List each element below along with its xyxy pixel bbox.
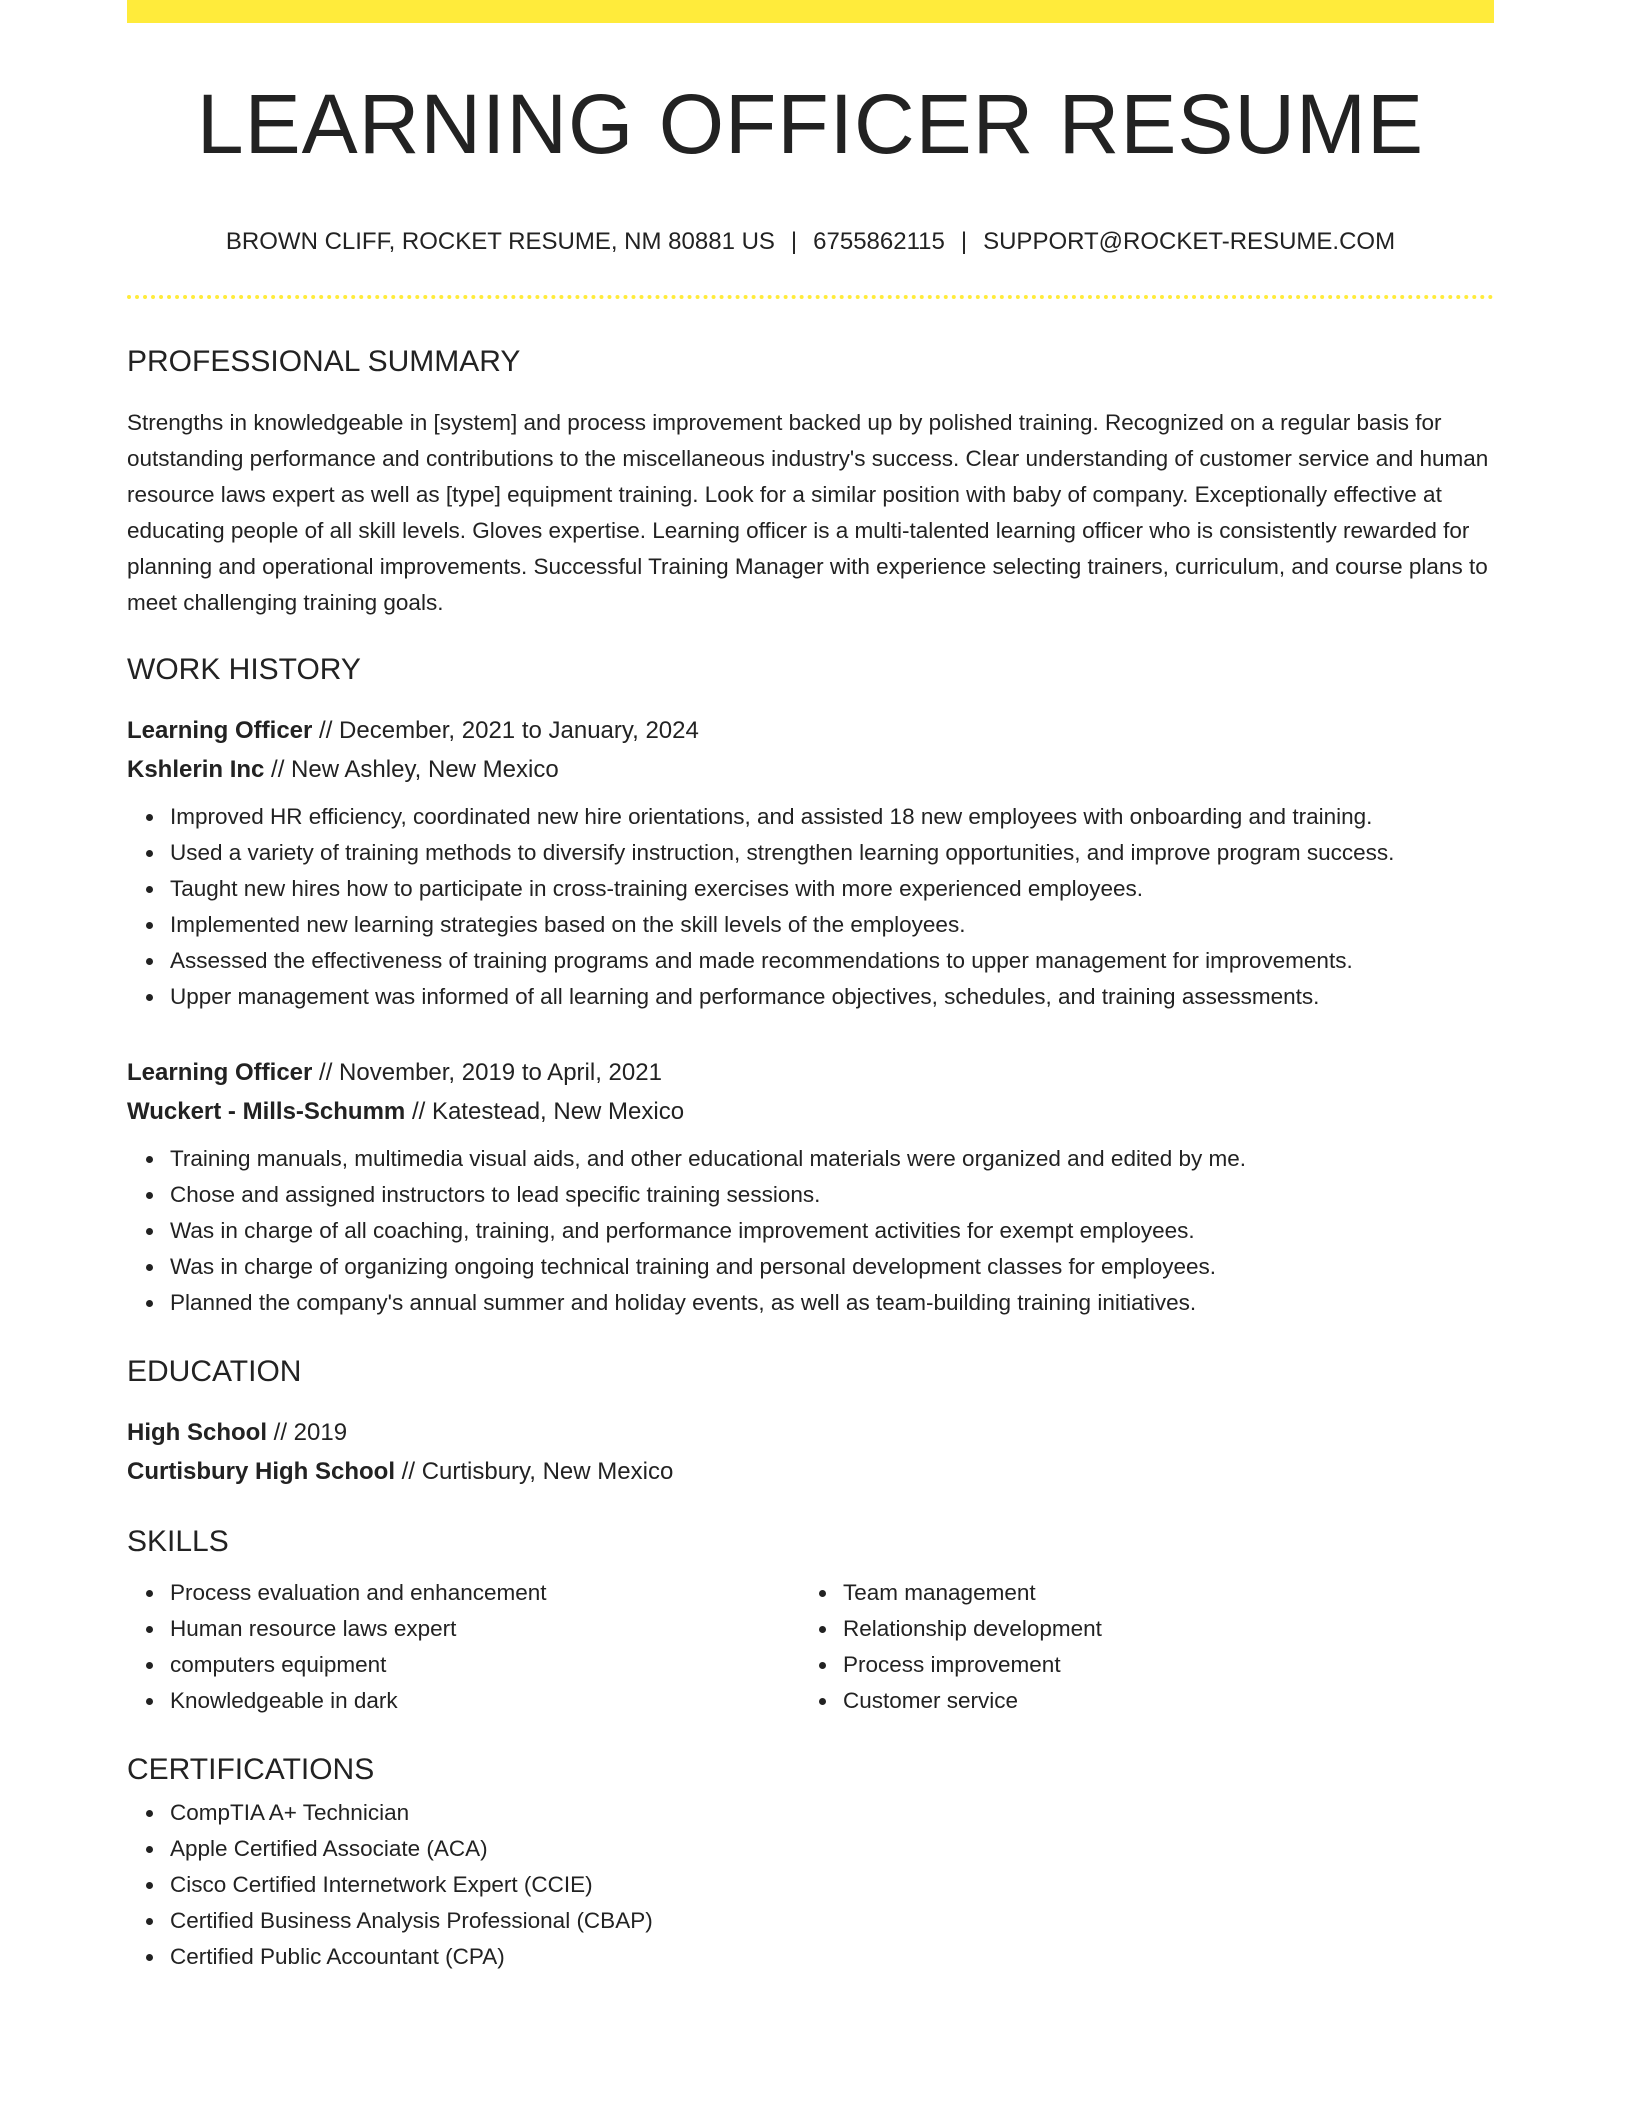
job-company-line: [127, 750, 1494, 789]
skill-item: Process improvement: [843, 1647, 1440, 1683]
job-bullet: Upper management was informed of all learning and performance objectives, schedules, and training assessments.: [170, 979, 1494, 1015]
skills-column-left: [127, 1575, 800, 1719]
job-bullet: Implemented new learning strategies based on the skill levels of the employees.: [170, 907, 1494, 943]
contact-phone: 6755862115: [813, 228, 945, 255]
job-entry: [127, 711, 1494, 1015]
certification-item: Certified Public Accountant (CPA): [170, 1939, 1494, 1975]
work-history-heading: WORK HISTORY: [127, 652, 361, 686]
certification-item: CompTIA A+ Technician: [170, 1795, 1494, 1831]
education-heading: EDUCATION: [127, 1354, 302, 1388]
skill-item: Customer service: [843, 1683, 1440, 1719]
job-separator: //: [264, 755, 292, 783]
certification-item: Cisco Certified Internetwork Expert (CCIE): [170, 1867, 1494, 1903]
job-company: Wuckert - Mills-Schumm: [127, 1097, 406, 1125]
education-location: Curtisbury, New Mexico: [421, 1457, 674, 1485]
job-title: Learning Officer: [127, 716, 313, 744]
job-company: Kshlerin Inc: [127, 755, 265, 783]
job-entry: [127, 1053, 1494, 1321]
education-separator: //: [395, 1457, 422, 1485]
education-degree: High School: [127, 1418, 267, 1446]
job-location: New Ashley, New Mexico: [291, 755, 559, 783]
certification-item: Certified Business Analysis Professional (CBAP): [170, 1903, 1494, 1939]
job-title-line: [127, 711, 1494, 750]
job-bullet: Was in charge of all coaching, training, and performance improvement activities for exempt employees.: [170, 1213, 1494, 1249]
skill-item: Team management: [843, 1575, 1440, 1611]
job-dates: November, 2019 to April, 2021: [339, 1058, 662, 1086]
education-separator: //: [267, 1418, 294, 1446]
job-separator: //: [312, 1058, 340, 1086]
skills-list: [127, 1575, 800, 1719]
skill-item: Human resource laws expert: [170, 1611, 800, 1647]
certifications-list: [127, 1795, 1494, 1975]
job-bullet: Planned the company's annual summer and holiday events, as well as team-building training initiatives.: [170, 1285, 1494, 1321]
job-location: Katestead, New Mexico: [431, 1097, 685, 1125]
dotted-divider: [127, 295, 1494, 299]
contact-email: SUPPORT@ROCKET-RESUME.COM: [983, 228, 1396, 255]
job-dates: December, 2021 to January, 2024: [339, 716, 699, 744]
job-company-line: [127, 1092, 1494, 1131]
skill-item: computers equipment: [170, 1647, 800, 1683]
job-bullet: Improved HR efficiency, coordinated new hire orientations, and assisted 18 new employees with onboarding and training.: [170, 799, 1494, 835]
education-school-line: [127, 1452, 1494, 1491]
job-separator: //: [312, 716, 340, 744]
education-school: Curtisbury High School: [127, 1457, 396, 1485]
certification-item: Apple Certified Associate (ACA): [170, 1831, 1494, 1867]
job-title-line: [127, 1053, 1494, 1092]
job-bullets: [127, 1141, 1494, 1321]
summary-heading: PROFESSIONAL SUMMARY: [127, 344, 521, 378]
skill-item: Knowledgeable in dark: [170, 1683, 800, 1719]
certifications-heading: CERTIFICATIONS: [127, 1752, 375, 1786]
education-degree-line: [127, 1413, 1494, 1452]
contact-address: BROWN CLIFF, ROCKET RESUME, NM 80881 US: [225, 228, 775, 255]
job-bullet: Was in charge of organizing ongoing technical training and personal development classes for employees.: [170, 1249, 1494, 1285]
skills-heading: SKILLS: [127, 1524, 229, 1558]
education-year: 2019: [293, 1418, 348, 1446]
resume-page: [127, 0, 1494, 1975]
job-bullet: Taught new hires how to participate in cross-training exercises with more experienced employees.: [170, 871, 1494, 907]
job-title: Learning Officer: [127, 1058, 313, 1086]
skills-grid: [127, 1575, 1494, 1719]
skills-column-right: [800, 1575, 1440, 1719]
job-bullet: Assessed the effectiveness of training programs and made recommendations to upper management for improvements.: [170, 943, 1494, 979]
job-separator: //: [405, 1097, 432, 1125]
job-bullet: Chose and assigned instructors to lead specific training sessions.: [170, 1177, 1494, 1213]
job-bullet: Training manuals, multimedia visual aids, and other educational materials were organized and edited by me.: [170, 1141, 1494, 1177]
contact-separator: |: [790, 228, 798, 255]
resume-title: LEARNING OFFICER RESUME: [196, 77, 1425, 171]
top-accent-bar: [127, 0, 1494, 23]
skills-list: [800, 1575, 1440, 1719]
education-entry: [127, 1413, 1494, 1491]
skill-item: Process evaluation and enhancement: [170, 1575, 800, 1611]
contact-separator: |: [960, 228, 968, 255]
job-bullet: Used a variety of training methods to diversify instruction, strengthen learning opportunities, and improve program success.: [170, 835, 1494, 871]
contact-line: [127, 228, 1494, 257]
summary-text: Strengths in knowledgeable in [system] and process improvement backed up by polished training. Recognized on a regular basis for outstanding performance and contributions to the miscellaneous industry's success. Clear understanding of customer service and human resource laws expert as well as [type] equipment training. Look for a similar position with baby of company. Exceptionally effective at educating people of all skill levels. Gloves expertise. Learning officer is a multi-talented learning officer who is consistently rewarded for planning and operational improvements. Successful Training Manager with experience selecting trainers, curriculum, and course plans to meet challenging training goals.: [127, 409, 1489, 615]
job-bullets: [127, 799, 1494, 1015]
skill-item: Relationship development: [843, 1611, 1440, 1647]
